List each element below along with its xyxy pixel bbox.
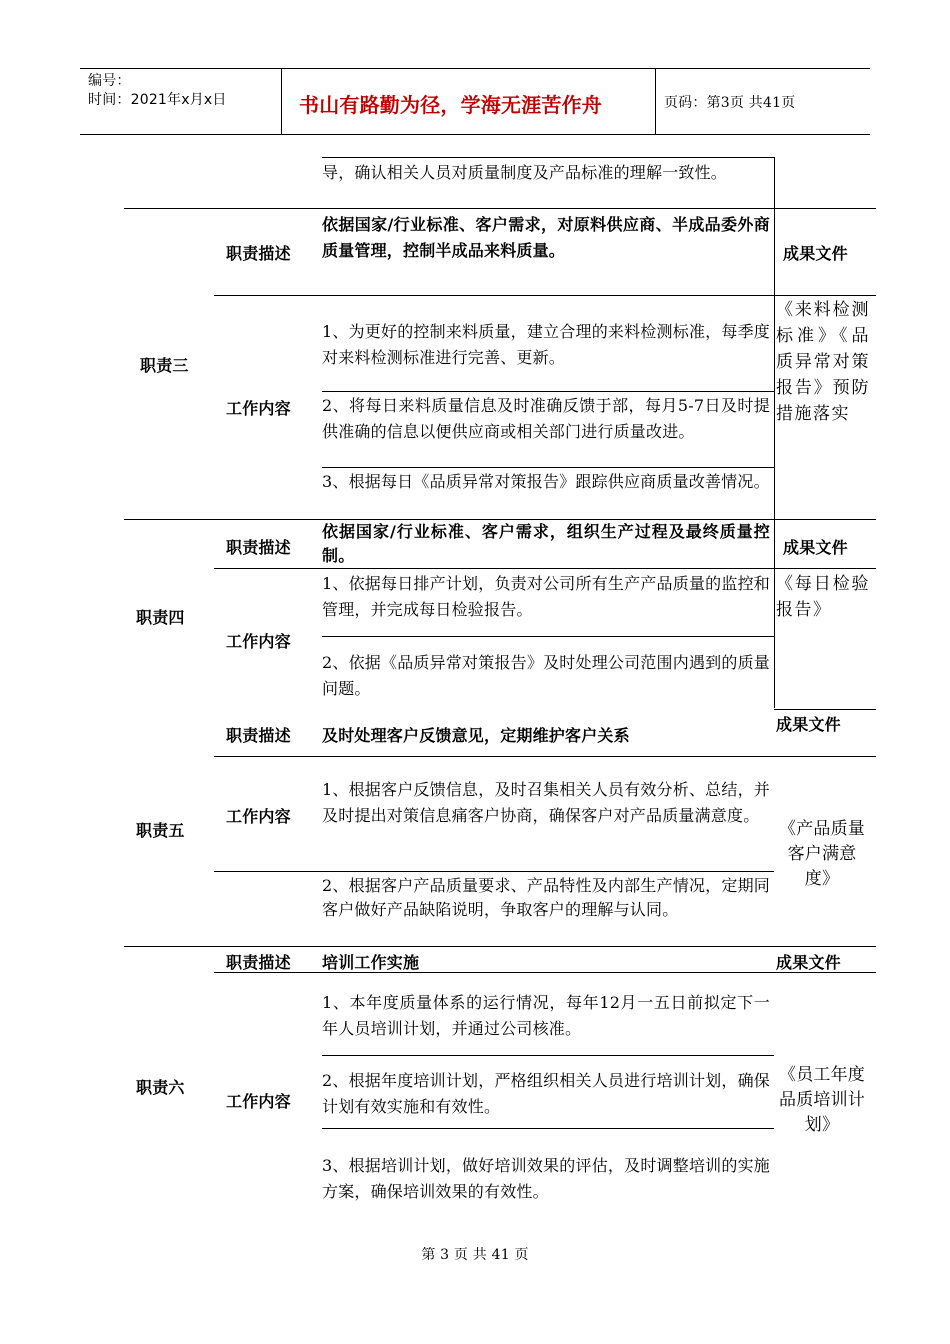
duty-3-item-1: 1、为更好的控制来料质量，建立合理的来料检测标准，每季度对来料检测标准进行完善、更新。 xyxy=(322,322,770,367)
duty-5-item-2: 2、根据客户产品质量要求、产品特性及内部生产情况，定期同客户做好产品缺陷说明，争取客户的理解与认同。 xyxy=(322,876,770,919)
item-rule xyxy=(214,871,774,872)
duty-4-name: 职责四 xyxy=(136,608,185,627)
duty-4-output: 《每日检验报告》 xyxy=(776,574,870,620)
header-motto: 书山有路勤为径，学海无涯苦作舟 xyxy=(299,93,602,117)
duty-4-output-label: 成果文件 xyxy=(783,538,848,557)
row-rule xyxy=(214,756,876,757)
duty-3-item-2: 2、将每日来料质量信息及时准确反馈于部，每月5-7日及时提供准确的信息以便供应商或相关部门进行质量改进。 xyxy=(322,396,770,441)
duty-6-description: 培训工作实施 xyxy=(322,953,420,972)
item-rule xyxy=(322,636,774,637)
duty-3-output-label: 成果文件 xyxy=(783,244,848,263)
duty-5-description: 及时处理客户反馈意见，定期维护客户关系 xyxy=(322,726,630,745)
duty-3-output: 《来料检测标准》《品质异常对策报告》预防措施落实 xyxy=(776,300,870,424)
page-footer: 第 3 页 共 41 页 xyxy=(421,1247,529,1263)
duty-6-desc-label: 职责描述 xyxy=(226,953,291,972)
header-divider xyxy=(281,68,282,135)
row-rule xyxy=(214,568,876,569)
duty-6-name: 职责六 xyxy=(136,1078,185,1097)
duty-4-desc-label: 职责描述 xyxy=(226,538,291,557)
section-rule xyxy=(124,208,876,209)
duty-6-item-3: 3、根据培训计划，做好培训效果的评估，及时调整培训的实施方案，确保培训效果的有效性。 xyxy=(322,1156,770,1201)
duty-5-work-label: 工作内容 xyxy=(226,807,291,826)
row-rule xyxy=(322,157,774,158)
duty-3-work-label: 工作内容 xyxy=(226,399,291,418)
output-rule xyxy=(774,709,876,710)
duty-4-work-label: 工作内容 xyxy=(226,632,291,651)
duty-4-item-2: 2、依据《品质异常对策报告》及时处理公司范围内遇到的质量问题。 xyxy=(322,653,770,698)
item-rule xyxy=(322,1055,774,1056)
duty-5-item-1: 1、根据客户反馈信息，及时召集相关人员有效分析、总结，并及时提出对策信息痛客户协商，确保客户对产品质量满意度。 xyxy=(322,780,770,825)
duty-6-output-label: 成果文件 xyxy=(776,953,841,972)
duty-6-output: 《员工年度品质培训计划》 xyxy=(779,1065,865,1135)
header-divider xyxy=(655,68,656,135)
column-divider xyxy=(774,520,775,708)
column-divider xyxy=(774,157,775,519)
continuation-text: 导，确认相关人员对质量制度及产品标准的理解一致性。 xyxy=(322,163,728,182)
item-rule xyxy=(322,1128,774,1129)
duty-3-desc-label: 职责描述 xyxy=(226,244,291,263)
document-date: 时间：2021年x月x日 xyxy=(88,92,227,108)
row-rule xyxy=(214,972,876,973)
duty-3-name: 职责三 xyxy=(140,356,189,375)
duty-5-output: 《产品质量客户满意度》 xyxy=(779,819,865,889)
item-rule xyxy=(322,467,774,468)
section-rule xyxy=(124,946,876,947)
duty-6-item-2: 2、根据年度培训计划，严格组织相关人员进行培训计划，确保计划有效实施和有效性。 xyxy=(322,1071,770,1116)
item-rule xyxy=(322,391,774,392)
duty-3-description: 依据国家/行业标准、客户需求，对原料供应商、半成品委外商质量管理，控制半成品来料质量。 xyxy=(322,215,770,260)
duty-4-item-1: 1、依据每日排产计划，负责对公司所有生产产品质量的监控和管理，并完成每日检验报告。 xyxy=(322,574,770,619)
document-number-label: 编号： xyxy=(88,73,131,89)
row-rule xyxy=(214,295,876,296)
header-bottom-rule xyxy=(80,134,870,135)
duty-5-output-label: 成果文件 xyxy=(776,715,841,734)
header-top-rule xyxy=(80,68,870,69)
duty-6-work-label: 工作内容 xyxy=(226,1092,291,1111)
page-code: 页码：第3页 共41页 xyxy=(664,95,796,111)
duty-6-item-1: 1、本年度质量体系的运行情况，每年12月一五日前拟定下一年人员培训计划，并通过公司核准。 xyxy=(322,993,770,1038)
duty-5-name: 职责五 xyxy=(136,821,185,840)
duty-3-item-3: 3、根据每日《品质异常对策报告》跟踪供应商质量改善情况。 xyxy=(322,472,770,491)
duty-5-desc-label: 职责描述 xyxy=(226,726,291,745)
duty-4-description: 依据国家/行业标准、客户需求，组织生产过程及最终质量控制。 xyxy=(322,522,770,565)
